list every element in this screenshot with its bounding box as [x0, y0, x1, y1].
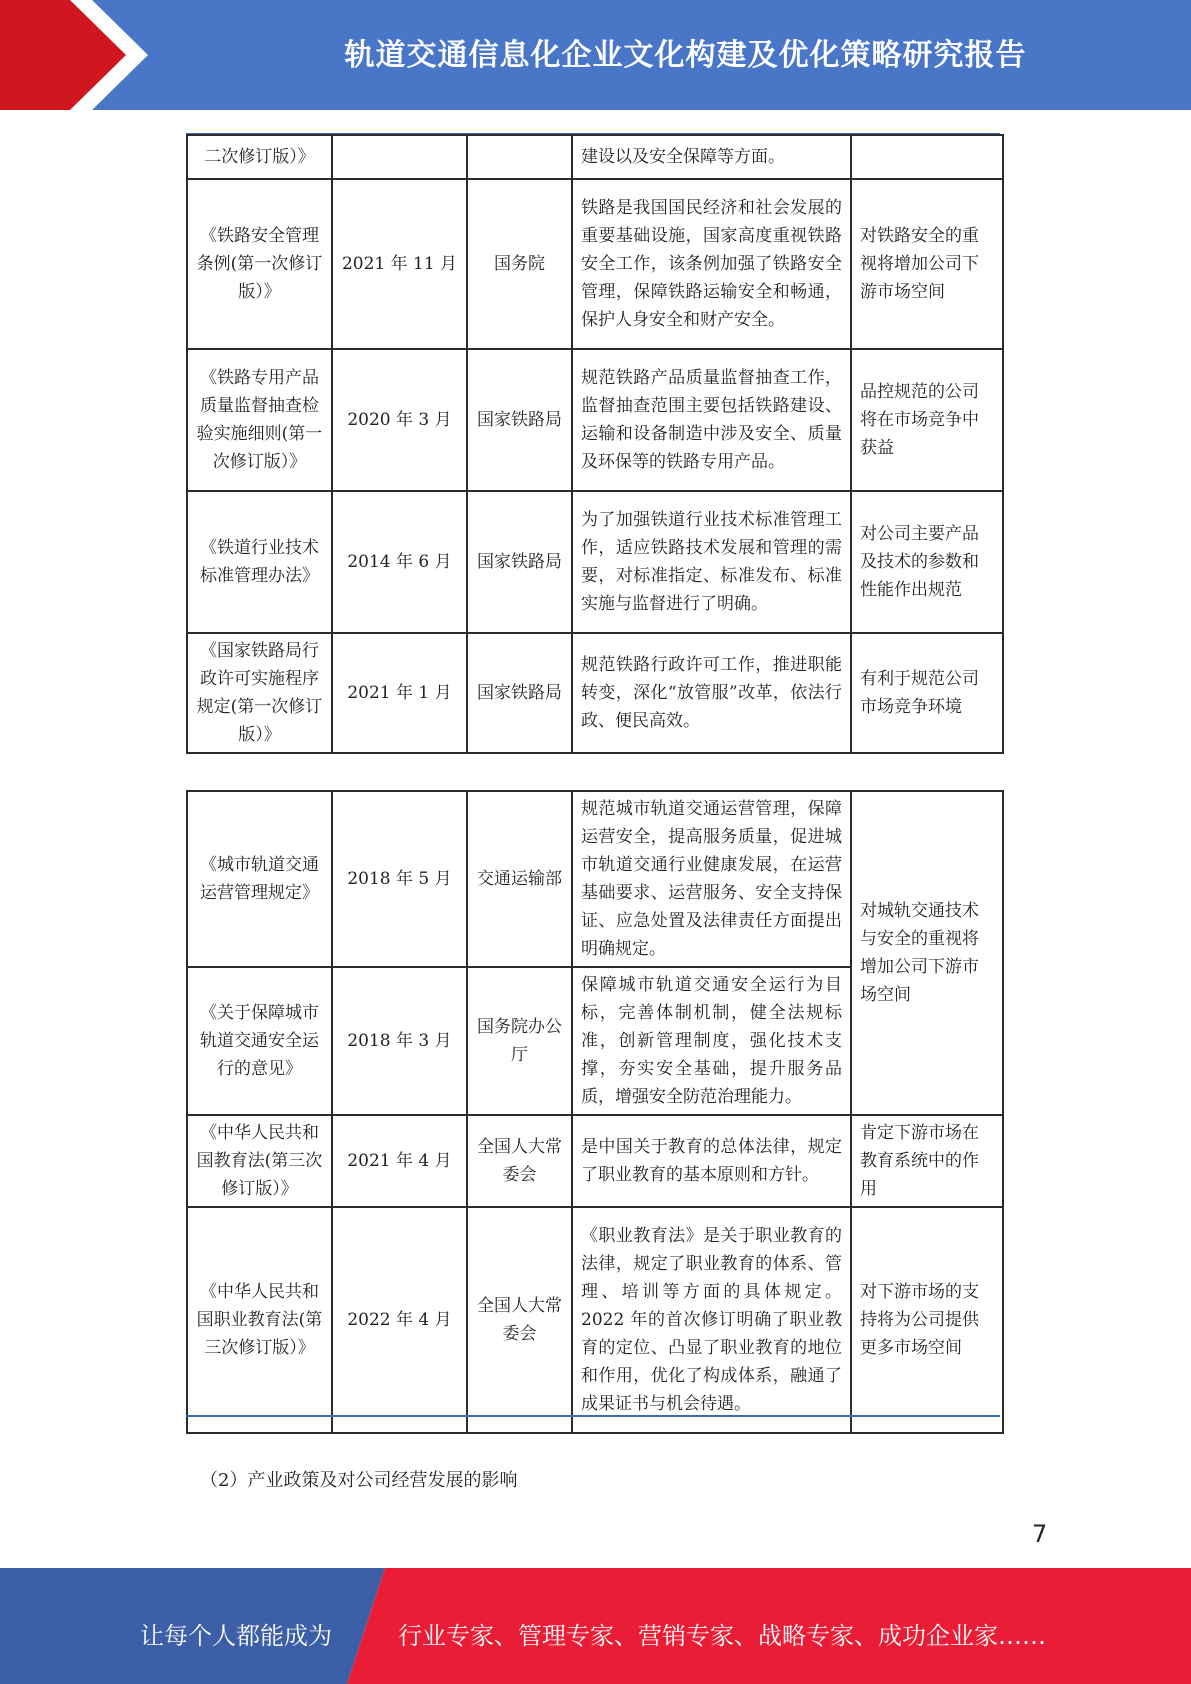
impact-cell: 品控规范的公司将在市场竞争中获益: [851, 349, 1003, 491]
table-row: [187, 135, 1003, 179]
table-row: [187, 633, 1003, 753]
date-cell: 2021 年 4 月: [332, 1115, 467, 1207]
header-banner: [0, 0, 1191, 110]
description-cell: 规范城市轨道交通运营管理，保障运营安全，提高服务质量，促进城市轨道交通行业健康发展，在运营基础要求、运营服务、安全支持保证、应急处置及法律责任方面提出明确规定。: [572, 791, 851, 967]
policy-name-cell: 《国家铁路局行政许可实施程序规定(第一次修订版）》: [187, 633, 332, 753]
table-row: [187, 791, 1003, 967]
description-cell: 规范铁路行政许可工作，推进职能转变，深化“放管服”改革，依法行政、便民高效。: [572, 633, 851, 753]
table-row: [187, 349, 1003, 491]
description-cell: 《职业教育法》是关于职业教育的法律，规定了职业教育的体系、管理、培训等方面的具体规定。2022 年的首次修订明确了职业教育的定位、凸显了职业教育的地位和作用，优化了构成体系，融通了成果证书与机会待遇。: [572, 1207, 851, 1433]
issuer-cell: 国务院办公厅: [467, 967, 572, 1115]
date-cell: 2020 年 3 月: [332, 349, 467, 491]
description-cell: 规范铁路产品质量监督抽查工作，监督抽查范围主要包括铁路建设、运输和设备制造中涉及安全、质量及环保等的铁路专用产品。: [572, 349, 851, 491]
impact-cell: 肯定下游市场在教育系统中的作用: [851, 1115, 1003, 1207]
table-row: [187, 1207, 1003, 1433]
policy-name-cell: 《中华人民共和国职业教育法(第三次修订版）》: [187, 1207, 332, 1433]
description-cell: 是中国关于教育的总体法律，规定了职业教育的基本原则和方针。: [572, 1115, 851, 1207]
impact-cell: 有利于规范公司市场竞争环境: [851, 633, 1003, 753]
description-cell: 保障城市轨道交通安全运行为目标，完善体制机制，健全法规标准，创新管理制度，强化技术支撑，夯实安全基础，提升服务品质，增强安全防范治理能力。: [572, 967, 851, 1115]
policy-name-cell: 二次修订版）》: [187, 135, 332, 179]
description-cell: 铁路是我国国民经济和社会发展的重要基础设施，国家高度重视铁路安全工作，该条例加强了铁路安全管理，保障铁路运输安全和畅通，保护人身安全和财产安全。: [572, 179, 851, 349]
footer-slogan-left: 让每个人都能成为: [140, 1622, 332, 1650]
policy-name-cell: 《中华人民共和国教育法(第三次修订版）》: [187, 1115, 332, 1207]
table-row: [187, 491, 1003, 633]
issuer-cell: 国家铁路局: [467, 349, 572, 491]
date-cell: 2018 年 5 月: [332, 791, 467, 967]
report-title: 轨道交通信息化企业文化构建及优化策略研究报告: [344, 38, 1027, 73]
issuer-cell: 全国人大常委会: [467, 1115, 572, 1207]
date-cell: 2021 年 11 月: [332, 179, 467, 349]
footer-banner: [0, 1568, 1191, 1684]
table-row: [187, 1115, 1003, 1207]
impact-cell: 对下游市场的支持将为公司提供更多市场空间: [851, 1207, 1003, 1433]
policy-name-cell: 《铁路专用产品质量监督抽查检验实施细则(第一次修订版）》: [187, 349, 332, 491]
issuer-cell: [467, 135, 572, 179]
page-number: 7: [1032, 1520, 1048, 1548]
date-cell: 2014 年 6 月: [332, 491, 467, 633]
table-row: [187, 179, 1003, 349]
issuer-cell: 全国人大常委会: [467, 1207, 572, 1433]
policy-name-cell: 《铁路安全管理条例(第一次修订版）》: [187, 179, 332, 349]
issuer-cell: 国家铁路局: [467, 491, 572, 633]
date-cell: [332, 135, 467, 179]
description-cell: 为了加强铁道行业技术标准管理工作，适应铁路技术发展和管理的需要，对标准指定、标准发布、标准实施与监督进行了明确。: [572, 491, 851, 633]
issuer-cell: 国务院: [467, 179, 572, 349]
table-bottom-rule: [186, 1415, 1000, 1417]
policy-name-cell: 《关于保障城市轨道交通安全运行的意见》: [187, 967, 332, 1115]
section-heading: （2）产业政策及对公司经营发展的影响: [200, 1470, 518, 1491]
issuer-cell: 国家铁路局: [467, 633, 572, 753]
date-cell: 2021 年 1 月: [332, 633, 467, 753]
policy-name-cell: 《铁道行业技术标准管理办法》: [187, 491, 332, 633]
issuer-cell: 交通运输部: [467, 791, 572, 967]
policy-name-cell: 《城市轨道交通运营管理规定》: [187, 791, 332, 967]
description-cell: 建设以及安全保障等方面。: [572, 135, 851, 179]
date-cell: 2022 年 4 月: [332, 1207, 467, 1433]
date-cell: 2018 年 3 月: [332, 967, 467, 1115]
footer-slogan-right: 行业专家、管理专家、营销专家、战略专家、成功企业家……: [398, 1622, 1046, 1650]
policy-table-1: [186, 134, 1004, 754]
policy-table-2: [186, 790, 1004, 1434]
impact-cell: [851, 135, 1003, 179]
merged-impact-cell: 对城轨交通技术与安全的重视将增加公司下游市场空间: [851, 791, 1003, 1115]
impact-cell: 对公司主要产品及技术的参数和性能作出规范: [851, 491, 1003, 633]
impact-cell: 对铁路安全的重视将增加公司下游市场空间: [851, 179, 1003, 349]
